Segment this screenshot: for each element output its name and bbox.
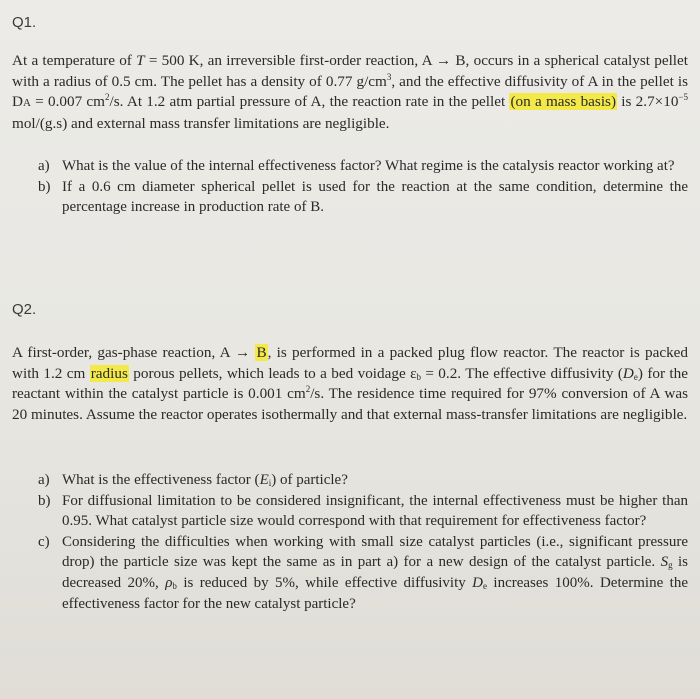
highlight-radius: radius (90, 364, 128, 382)
q2-heading: Q2. (12, 301, 37, 318)
q2-part-c: c) Considering the difficulties when working with small size catalyst particles (i.e., significant pressure drop) the particle size was kept the same as in part a) for a new design of the catalyst particle. $S_g$ is decreased 20%, $\rho_b$ is reduced by 5%, while effective diffusivity $D_e$ increases 100%. Determine the effectiveness factor for the new catalyst particle? (38, 533, 688, 612)
q1-parts (38, 156, 688, 218)
q1-part-b: b) If a 0.6 cm diameter spherical pellet is used for the reaction at the same condition, determine the percentage increase in production rate of B. (38, 178, 688, 216)
highlight-mass-basis: (on a mass basis) (510, 93, 617, 110)
highlight-b: B (256, 344, 267, 361)
q2-part-b: b) For diffusional limitation to be considered insignificant, the internal effectiveness must be higher than 0.95. What catalyst particle size would correspond with that requirement for effectiveness factor? (38, 492, 688, 530)
q2-intro: A first-order, gas-phase reaction, A → B, is performed in a packed plug flow reactor. The reactor is packed with 1.2 cm radius porous pellets, which leads to a bed voidage $\varepsilon_b = 0.2$. The effective diffusivity $(D_e)$ for the reactant within the catalyst particle is 0.001 $cm^2/s$. The residence time required for 97% conversion of A was 20 minutes. Assume the reactor operates isothermally and that external mass-transfer limitations are negligible. (12, 344, 688, 423)
q2-parts (38, 470, 688, 614)
q2-part-a: a) What is the effectiveness factor $(E_i)$ of particle? (38, 472, 348, 488)
q1-part-a: a) What is the value of the internal effectiveness factor? What regime is the catalysis reactor working at? (38, 158, 675, 174)
q1-intro: At a temperature of T = 500 K, an irreversible first-order reaction, A → B, occurs in a spherical catalyst pellet with a radius of 0.5 cm. The pellet has a density of 0.77 $g/cm^3$, and the effective diffusivity of A in the pellet is DA = 0.007 $cm^2/s$. At 1.2 atm partial pressure of A, the reaction rate in the pellet (on a mass basis) is $2.7\times 10^{-5}$ mol/(g.s) and external mass transfer limitations are negligible. (12, 52, 688, 132)
q1-heading: Q1. (12, 14, 37, 31)
